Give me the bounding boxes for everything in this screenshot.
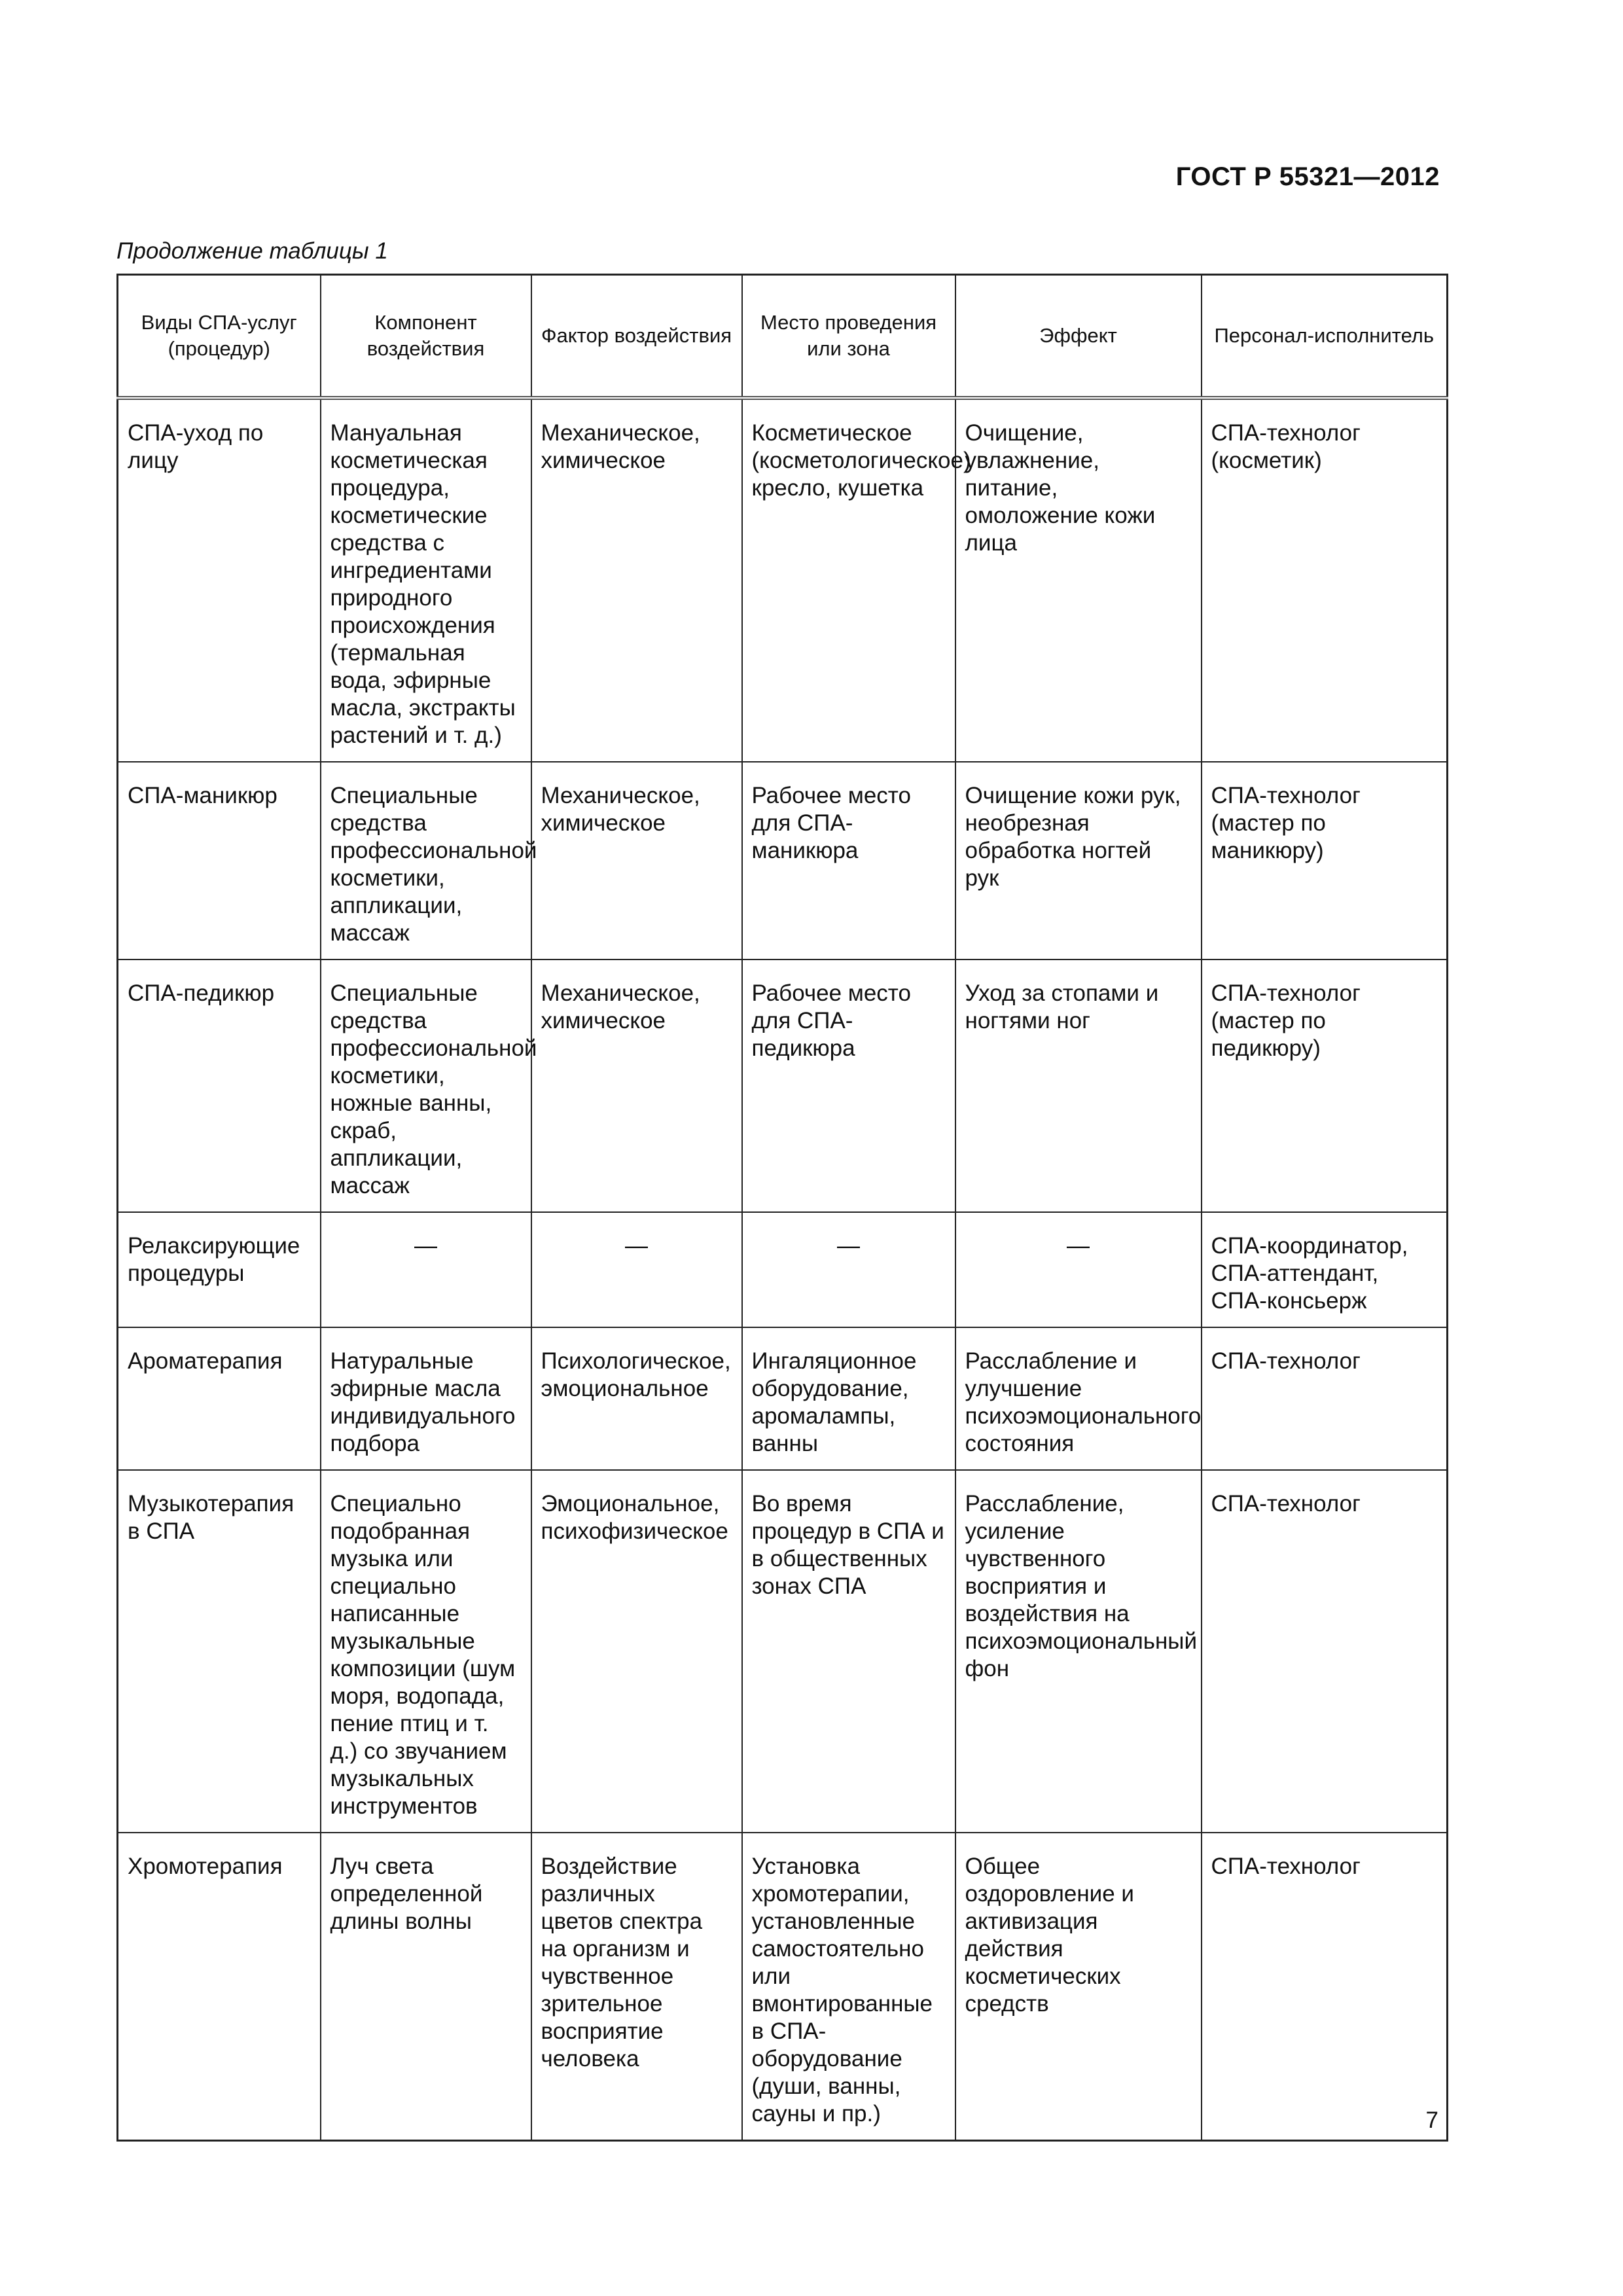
table-cell-dash: — (321, 1212, 531, 1327)
table-row (118, 960, 1448, 1212)
table-caption: Продолжение таблицы 1 (116, 238, 388, 264)
table-cell: Рабочее место для СПА-педикюра (742, 960, 955, 1212)
document-code: ГОСТ Р 55321—2012 (1175, 162, 1440, 191)
table-row (118, 1327, 1448, 1470)
table-cell: Рабочее место для СПА-маникюра (742, 762, 955, 960)
table-cell: Релаксирующие процедуры (118, 1212, 321, 1327)
table-header-row (118, 275, 1448, 399)
table-cell: СПА-технолог (мастер по педикюру) (1202, 960, 1448, 1212)
table-cell: Специально подобранная музыка или специально написанные музыкальные композиции (шум моря, водопада, пение птиц и т. д.) со звучанием музыкальных инструментов (321, 1470, 531, 1833)
table-cell: Специальные средства профессиональной косметики, аппликации, массаж (321, 762, 531, 960)
table-cell: СПА-технолог (мастер по маникюру) (1202, 762, 1448, 960)
table-cell: Очищение кожи рук, необрезная обработка ногтей рук (955, 762, 1202, 960)
table-cell: Во время процедур в СПА и в общественных зонах СПА (742, 1470, 955, 1833)
column-header-location: Место проведения или зона (742, 275, 955, 399)
table-cell: Расслабление, усиление чувственного восприятия и воздействия на психоэмоциональный фон (955, 1470, 1202, 1833)
spa-services-table (116, 274, 1448, 2142)
table-cell: СПА-технолог (1202, 1327, 1448, 1470)
table-row (118, 1833, 1448, 2141)
table-cell: СПА-педикюр (118, 960, 321, 1212)
table-cell: Механическое, химическое (531, 960, 742, 1212)
table-cell: Установка хромотерапии, установленные самостоятельно или вмонтированные в СПА-оборудование (души, ванны, сауны и пр.) (742, 1833, 955, 2141)
table-cell: Специальные средства профессиональной косметики, ножные ванны, скраб, аппликации, массаж (321, 960, 531, 1212)
table-row (118, 762, 1448, 960)
table-cell: Натуральные эфирные масла индивидуального подбора (321, 1327, 531, 1470)
table-cell: Воздействие различных цветов спектра на организм и чувственное зрительное восприятие человека (531, 1833, 742, 2141)
table-cell: Расслабление и улучшение психоэмоционального состояния (955, 1327, 1202, 1470)
table-cell-dash: — (742, 1212, 955, 1327)
table-row (118, 1212, 1448, 1327)
table-cell: Уход за стопами и ногтями ног (955, 960, 1202, 1212)
table-cell: СПА-координатор, СПА-аттендант, СПА-консьерж (1202, 1212, 1448, 1327)
table-cell: Луч света определенной длины волны (321, 1833, 531, 2141)
table-row (118, 1470, 1448, 1833)
table-cell: СПА-технолог (косметик) (1202, 398, 1448, 762)
column-header-component: Компонент воздействия (321, 275, 531, 399)
table-cell: Очищение, увлажнение, питание, омоложение кожи лица (955, 398, 1202, 762)
page-number: 7 (1425, 2108, 1438, 2133)
table-cell-dash: — (955, 1212, 1202, 1327)
table-row (118, 398, 1448, 762)
table-cell: Психологическое, эмоциональное (531, 1327, 742, 1470)
table-cell: СПА-маникюр (118, 762, 321, 960)
table-cell: СПА-технолог (1202, 1833, 1448, 2141)
table-cell: Музыкотерапия в СПА (118, 1470, 321, 1833)
table-cell-dash: — (531, 1212, 742, 1327)
column-header-staff: Персонал-исполнитель (1202, 275, 1448, 399)
table-cell: Мануальная косметическая процедура, косметические средства с ингредиентами природного происхождения (термальная вода, эфирные масла, экстракты растений и т. д.) (321, 398, 531, 762)
table-cell: СПА-уход по лицу (118, 398, 321, 762)
table-cell: Общее оздоровление и активизация действия косметических средств (955, 1833, 1202, 2141)
column-header-effect: Эффект (955, 275, 1202, 399)
table-cell: Косметическое (косметологическое) кресло, кушетка (742, 398, 955, 762)
table-cell: Ингаляционное оборудование, аромалампы, ванны (742, 1327, 955, 1470)
column-header-service-type: Виды СПА-услуг (процедур) (118, 275, 321, 399)
table-cell: Эмоциональное, психофизическое (531, 1470, 742, 1833)
table-cell: Ароматерапия (118, 1327, 321, 1470)
table-cell: Механическое, химическое (531, 398, 742, 762)
table-cell: Хромотерапия (118, 1833, 321, 2141)
column-header-factor: Фактор воздействия (531, 275, 742, 399)
table-cell: Механическое, химическое (531, 762, 742, 960)
table-cell: СПА-технолог (1202, 1470, 1448, 1833)
